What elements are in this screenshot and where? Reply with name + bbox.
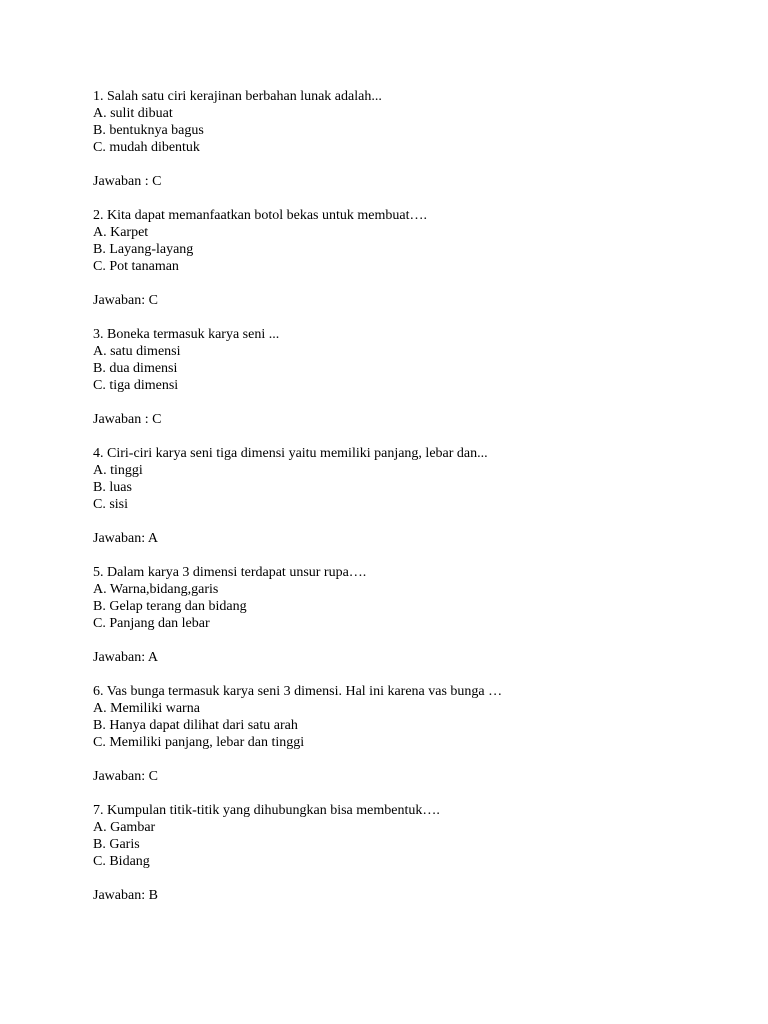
option-b: B. bentuknya bagus [93, 123, 204, 138]
answer-text: Jawaban : C [93, 174, 162, 189]
document-page [93, 88, 713, 904]
option-a: A. Karpet [93, 225, 149, 240]
blank-line [93, 513, 713, 530]
blank-line [93, 190, 713, 207]
question-text: 4. Ciri-ciri karya seni tiga dimensi yaitu memiliki panjang, lebar dan... [93, 446, 488, 461]
blank-line [93, 870, 713, 887]
answer-text: Jawaban: C [93, 769, 158, 784]
option-b: B. Hanya dapat dilihat dari satu arah [93, 718, 298, 733]
option-a: A. satu dimensi [93, 344, 181, 359]
blank-line [93, 785, 713, 802]
question-text: 7. Kumpulan titik-titik yang dihubungkan bisa membentuk…. [93, 803, 440, 818]
option-c: C. tiga dimensi [93, 378, 179, 393]
option-a: A. tinggi [93, 463, 143, 478]
question-block [93, 326, 713, 445]
blank-line [93, 309, 713, 326]
question-block [93, 207, 713, 326]
answer-text: Jawaban: A [93, 650, 158, 665]
question-block [93, 445, 713, 564]
option-c: C. Bidang [93, 854, 150, 869]
option-b: B. Garis [93, 837, 140, 852]
option-b: B. Gelap terang dan bidang [93, 599, 247, 614]
answer-text: Jawaban: C [93, 293, 158, 308]
option-b: B. luas [93, 480, 132, 495]
blank-line [93, 428, 713, 445]
option-c: C. sisi [93, 497, 129, 512]
question-text: 2. Kita dapat memanfaatkan botol bekas untuk membuat…. [93, 208, 427, 223]
option-a: A. Gambar [93, 820, 156, 835]
question-block [93, 564, 713, 683]
question-text: 1. Salah satu ciri kerajinan berbahan lunak adalah... [93, 89, 382, 104]
question-text: 3. Boneka termasuk karya seni ... [93, 327, 280, 342]
question-text: 5. Dalam karya 3 dimensi terdapat unsur rupa…. [93, 565, 367, 580]
option-b: B. dua dimensi [93, 361, 178, 376]
option-c: C. Pot tanaman [93, 259, 179, 274]
question-block [93, 88, 713, 207]
blank-line [93, 751, 713, 768]
blank-line [93, 632, 713, 649]
question-block [93, 683, 713, 802]
option-c: C. mudah dibentuk [93, 140, 200, 155]
question-block [93, 802, 713, 904]
answer-text: Jawaban: A [93, 531, 158, 546]
option-a: A. Memiliki warna [93, 701, 200, 716]
blank-line [93, 547, 713, 564]
blank-line [93, 156, 713, 173]
blank-line [93, 275, 713, 292]
option-b: B. Layang-layang [93, 242, 194, 257]
blank-line [93, 394, 713, 411]
answer-text: Jawaban: B [93, 888, 158, 903]
option-a: A. sulit dibuat [93, 106, 173, 121]
question-text: 6. Vas bunga termasuk karya seni 3 dimensi. Hal ini karena vas bunga … [93, 684, 503, 699]
option-c: C. Panjang dan lebar [93, 616, 210, 631]
blank-line [93, 666, 713, 683]
option-a: A. Warna,bidang,garis [93, 582, 219, 597]
option-c: C. Memiliki panjang, lebar dan tinggi [93, 735, 305, 750]
answer-text: Jawaban : C [93, 412, 162, 427]
